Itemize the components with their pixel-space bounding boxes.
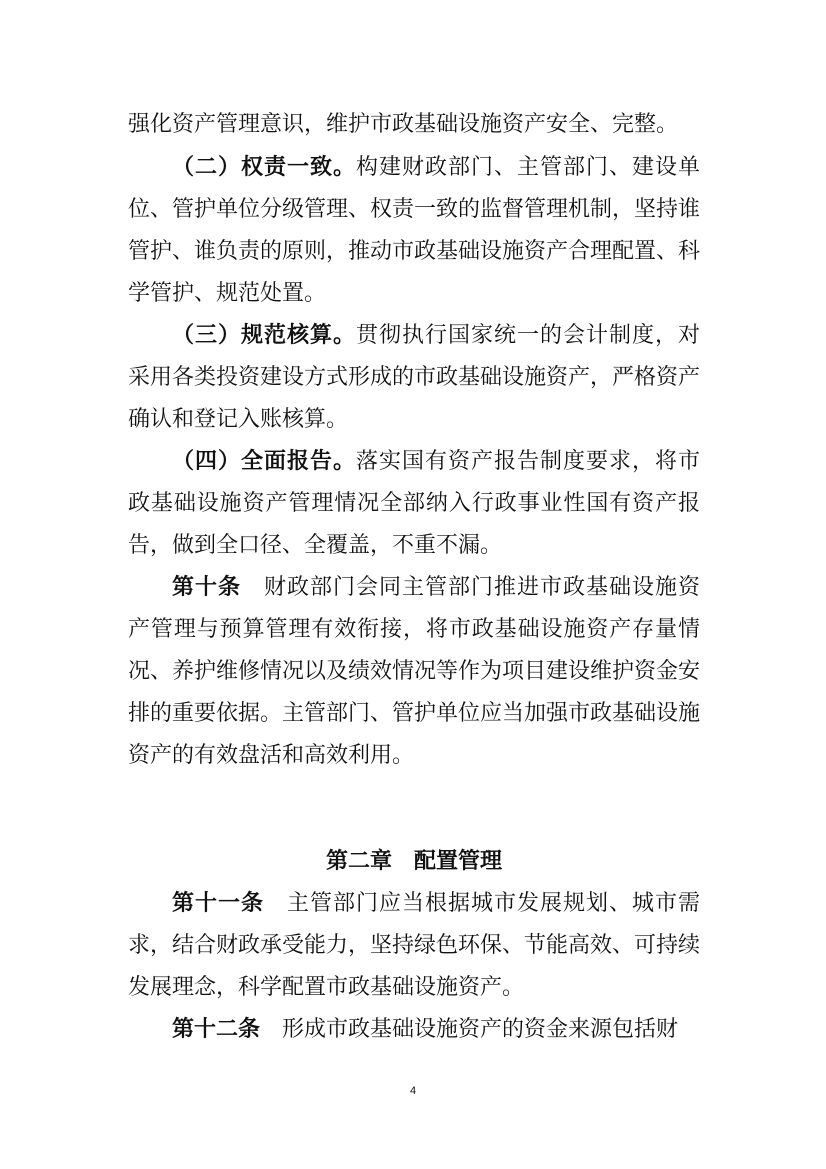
article-body: 主管部门应当根据城市发展规划、城市需求，结合财政承受能力，坚持绿色环保、节能高效、可持续发展理念，科学配置市政基础设施资产。: [128, 891, 701, 1000]
article-10: [128, 566, 700, 777]
paragraph-heading: （二）权责一致。: [172, 154, 356, 180]
article-body: 形成市政基础设施资产的资金来源包括财: [260, 1017, 679, 1042]
paragraph-rights-responsibilities: [128, 146, 700, 315]
page-number: 4: [409, 1085, 417, 1097]
article-12: [128, 1008, 700, 1051]
paragraph-body: 构建财政部门、主管部门、建设单位、管护单位分级管理、权责一致的监督管理机制，坚持谁管护、谁负责的原则，推动市政基础设施资产合理配置、科学管护、规范处置。: [128, 155, 701, 306]
paragraph-heading: （三）规范核算。: [172, 322, 356, 348]
article-number: 第十一条: [172, 890, 264, 916]
paragraph-full-reporting: [128, 440, 700, 567]
paragraph-standard-accounting: [128, 314, 700, 441]
article-number: 第十二条: [172, 1016, 261, 1042]
article-number: 第十条: [172, 574, 241, 600]
article-body: 财政部门会同主管部门推进市政基础设施资产管理与预算管理有效衔接，将市政基础设施资产存量情况、养护维修情况以及绩效情况等作为项目建设维护资金安排的重要依据。主管部门、管护单位应当加强市政基础设施资产的有效盘活和高效利用。: [128, 575, 701, 768]
paragraph-body: 贯彻执行国家统一的会计制度，对采用各类投资建设方式形成的市政基础设施资产，严格资产确认和登记入账核算。: [128, 323, 701, 432]
paragraph-heading: （四）全面报告。: [172, 448, 356, 474]
paragraph-body: 落实国有资产报告制度要求，将市政基础设施资产管理情况全部纳入行政事业性国有资产报告，做到全口径、全覆盖，不重不漏。: [128, 449, 700, 558]
chapter-title: 第二章 配置管理: [325, 848, 502, 874]
paragraph-body: 强化资产管理意识，维护市政基础设施资产安全、完整。: [128, 112, 679, 137]
paragraph-continuation: [128, 104, 700, 146]
article-11: [128, 882, 700, 1009]
